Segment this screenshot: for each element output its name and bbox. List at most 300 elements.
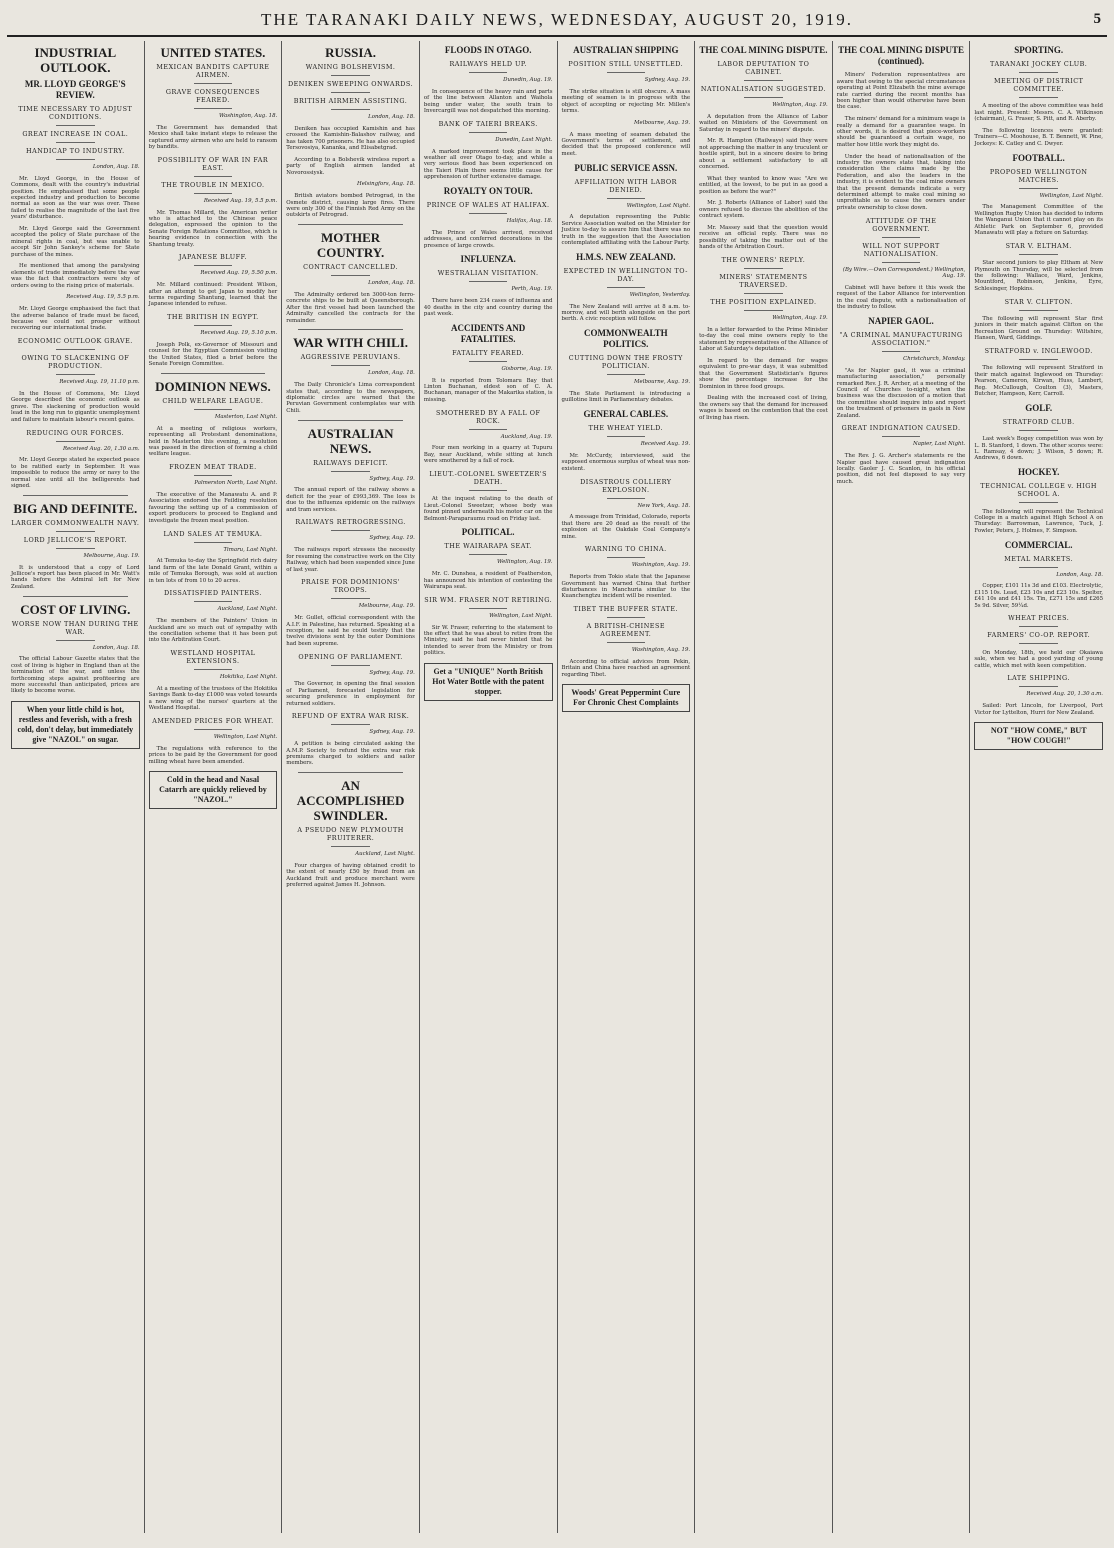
article-paragraph: Star second juniors to play Eltham at New Plymouth on Thursday, will be selected from the following: Wallace, Ward, Jenkins, Mountford, Robinson, Jenkins, Eyre, Schlesinger, Hopkins.	[974, 260, 1103, 292]
deck: THE WAIRARAPA SEAT.	[444, 542, 532, 551]
deck-rule	[56, 349, 95, 350]
article-paragraph: Joseph Polk, ex-Governor of Missouri and counsel for the Egyptian Commission visiting the United States, filed a brief before the Senate Foreign Committee.	[148, 342, 278, 368]
article-paragraph: The strike situation is still obscure. A mass meeting of seamen is in progress with the object of accepting or rejecting Mr. Millen's terms.	[561, 88, 691, 115]
deck-rule	[607, 198, 646, 199]
deck-rule	[469, 281, 508, 282]
dateline: London, Aug. 18.	[368, 370, 415, 377]
article-paragraph: In regard to the demand for wages equivalent to pre-war days, it was submitted that the Government Statistician's figures show the percentage increase for the Dominion in three food groups.	[699, 357, 828, 390]
deck-rule	[331, 530, 370, 531]
article-paragraph: The annual report of the railway shows a deficit for the year of £993,369. The loss is due to the influenza epidemic on the railways and tram services.	[286, 487, 415, 513]
deck: FROZEN MEAT TRADE.	[169, 463, 257, 472]
article-paragraph: The New Zealand will arrive at 8 a.m. to-morrow, and will berth alongside on the port berth. A civic reception will follow.	[561, 303, 691, 323]
deck: OWING TO SLACKENING OF PRODUCTION.	[21, 354, 130, 371]
deck-rule	[469, 132, 508, 133]
deck: THE WHEAT YIELD.	[588, 424, 664, 433]
deck: STRATFORD v. INGLEWOOD.	[984, 347, 1093, 356]
subhead: COMMERCIAL.	[1004, 539, 1073, 550]
newspaper-page	[7, 5, 1107, 1535]
article-paragraph: Copper, £101 11s 3d and £103. Electrolytic, £115 10s. Lead, £23 10s and £23 10s. Spelter, £41 10s and £41 15s. Tin, £271 15s and £265 5s 9d. Silver, 59¼d.	[974, 583, 1103, 609]
article-paragraph: The official Labour Gazette states that the cost of living is higher in England than at the termination of the war, and unless the forthcoming steps against profiteering are more successful than anticipated, prices are likely to become worse.	[11, 656, 140, 695]
article-paragraph: At Temuka to-day the Springfield rich dairy land farm of the late Donald Grant, within a mile of Temuka Borough, was sold at auction in ten lots of from 10 to 20 acres.	[148, 558, 278, 584]
subhead: AUSTRALIAN SHIPPING	[573, 45, 679, 55]
deck: GREAT INDIGNATION CAUSED.	[841, 424, 961, 433]
dateline: Gisborne, Aug. 19.	[501, 365, 553, 372]
deck: LARGER COMMONWEALTH NAVY.	[11, 518, 140, 527]
deck: REFUND OF EXTRA WAR RISK.	[291, 712, 410, 721]
dateline: Received Aug. 19, 5.50 p.m.	[200, 270, 278, 277]
subhead: SPORTING.	[1014, 45, 1064, 55]
dateline: Timaru, Last Night.	[223, 546, 278, 553]
deck: CHILD WELFARE LEAGUE.	[162, 397, 264, 406]
dateline: Received Aug. 19, 5.10 p.m.	[200, 330, 278, 337]
deck: LIEUT.-COLONEL SWEETZER'S DEATH.	[429, 470, 547, 487]
deck-rule	[882, 351, 921, 352]
deck-rule	[194, 83, 233, 84]
dateline: Perth, Aug. 19.	[511, 286, 553, 293]
section-rule	[298, 420, 403, 421]
deck-rule	[469, 490, 508, 491]
deck: GRAVE CONSEQUENCES FEARED.	[165, 88, 260, 104]
deck-rule	[1019, 254, 1058, 255]
deck: FATALITY FEARED.	[452, 348, 525, 357]
deck: CUTTING DOWN THE FROSTY POLITICIAN.	[568, 354, 683, 371]
dateline: London, Aug. 18.	[368, 114, 415, 120]
article-paragraph: Last week's Bogey competition was won by L. B. Stanford, 1 down. The other scores were: L. Ramsay, 4 down; J. Wilson, 5 down; R. Andrews, 6 down.	[974, 436, 1103, 462]
dateline: London, Aug. 18.	[92, 644, 140, 651]
subhead: FOOTBALL.	[1012, 152, 1065, 163]
dateline: Received Aug. 19, 11.10 p.m.	[59, 379, 140, 386]
deck-rule	[194, 475, 233, 476]
deck: A PSEUDO NEW PLYMOUTH FRUITERER.	[297, 826, 404, 843]
deck: RAILWAYS HELD UP.	[449, 60, 527, 68]
deck: DENIKEN SWEEPING ONWARDS.	[288, 80, 414, 88]
headline: INDUSTRIAL OUTLOOK.	[34, 45, 117, 75]
deck-rule	[1019, 72, 1058, 73]
article-paragraph: Mr. Lloyd George emphasised the fact that the adverse balance of trade must be faced, because we could not prosper without recovering our international trade.	[11, 306, 140, 332]
section-rule	[23, 596, 128, 597]
deck: CONTRACT CANCELLED.	[303, 263, 398, 272]
headline: DOMINION NEWS.	[155, 379, 271, 395]
article-paragraph: In a letter forwarded to the Prime Minister to-day the coal mine owners reply to the statement by representatives of the Alliance of Labor at Saturday's deputation.	[699, 326, 828, 353]
deck-rule	[331, 365, 370, 366]
deck-rule	[744, 293, 783, 294]
column-2	[145, 41, 283, 1533]
deck-rule	[469, 213, 508, 214]
deck-rule	[56, 159, 95, 160]
section-rule	[161, 373, 266, 374]
headline: BIG AND DEFINITE.	[13, 500, 138, 516]
deck-rule	[331, 75, 370, 76]
dateline: Dunedin, Last Night.	[495, 136, 553, 143]
article-paragraph: Deniken has occupied Kamishin and has crossed the Kamishin-Balashov railway, and has taken 700 prisoners. He has also occupied Tersovosiya, Kananka, and Elisabetgrad.	[286, 125, 415, 152]
deck-rule	[882, 436, 921, 437]
deck-rule	[607, 436, 646, 437]
deck-rule	[744, 80, 783, 81]
headline: UNITED STATES.	[160, 45, 266, 60]
article-paragraph: A meeting of the above committee was held last night. Present: Messrs. C. A. Wilkinson (chairman), G. Fraser, S. Pitt, and R. Aberby.	[974, 103, 1103, 123]
dateline: Christchurch, Monday.	[903, 355, 966, 362]
article-paragraph: Mr. Millard continued: President Wilson, after an attempt to get Japan to modify her terms regarding Shantung, learned that the Japanese intended to refuse.	[148, 282, 278, 308]
deck-rule	[331, 109, 370, 110]
deck-rule	[331, 665, 370, 666]
article-paragraph: The Daily Chronicle's Lima correspondent states that, according to the newspapers, diplomatic circles are warned that the Peruvian Government contemplates war with Chili.	[286, 382, 415, 414]
dateline: Hokitika, Last Night.	[219, 674, 278, 681]
deck: LABOR DEPUTATION TO CABINET.	[717, 60, 810, 76]
column-5	[558, 41, 696, 1533]
deck: THE POSITION EXPLAINED.	[710, 298, 817, 307]
deck-rule	[469, 72, 508, 73]
subhead: HOCKEY.	[1017, 467, 1060, 478]
deck: LAND SALES AT TEMUKA.	[163, 529, 263, 538]
article-paragraph: According to a Bolshevik wireless report a party of English airmen landed at Novorossiysk.	[286, 156, 415, 176]
dateline: Napier, Last Night.	[912, 441, 966, 448]
deck-rule	[194, 542, 233, 543]
deck-rule	[1019, 97, 1058, 98]
deck-rule	[194, 729, 233, 730]
deck: EXPECTED IN WELLINGTON TO-DAY.	[563, 266, 688, 283]
advertisement: Cold in the head and Nasal Catarrh are quickly relieved by "NAZOL."	[149, 771, 278, 809]
article-paragraph: The following will represent Star first juniors in their match against Clifton on the Recreation Ground on Thursday: Wiltshire, Hansen, Ward, Giddings.	[974, 316, 1103, 342]
article-paragraph: Four charges of having obtained credit to the extent of nearly £50 by fraud from an Auckland fruit and produce merchant were preferred against James H. Johnson.	[286, 862, 415, 889]
deck-rule	[194, 669, 233, 670]
deck: THE BRITISH IN EGYPT.	[167, 313, 259, 322]
article-paragraph: In consequence of the heavy rain and parts of the line between Allanton and Waihola being under water, the south train to Invercargill was not despatched this morning.	[423, 88, 553, 115]
deck-rule	[331, 724, 370, 725]
article-paragraph: He mentioned that among the paralysing elements of trade immediately before the war was the fact that contractors were shy of orders owing to the rising price of materials.	[11, 263, 140, 289]
deck-rule	[607, 617, 646, 618]
article-paragraph: Reports from Tokio state that the Japanese Government has warned China that further disturbances in Manchuria similar to the Kuanchengtzu incident will be resented.	[561, 574, 691, 600]
deck: SMOTHERED BY A FALL OF ROCK.	[435, 408, 541, 425]
deck: A BRITISH-CHINESE AGREEMENT.	[586, 622, 665, 639]
dateline: London, Aug. 18.	[1056, 571, 1103, 578]
dateline: Sydney, Aug. 19.	[369, 535, 415, 542]
deck: WHEAT PRICES.	[1008, 614, 1070, 623]
article-paragraph: A mass meeting of seamen debated the Government's terms of settlement, and decided that the proposed conference will meet.	[561, 131, 691, 157]
article-paragraph: It is reported from Tolomaru Bay that Linton Buchanan, eldest son of C. A. Buchanan, manager of the Makarika station, is missing.	[423, 377, 553, 403]
article-paragraph: At a meeting of religious workers, representing all Protestant denominations, held in Masterton this evening, a resolution was passed in the direction of forming a child welfare league.	[148, 425, 278, 458]
deck: MINERS' STATEMENTS TRAVERSED.	[719, 273, 808, 290]
deck-rule	[1019, 567, 1058, 568]
deck-rule	[56, 125, 95, 126]
article-paragraph: The Government has demanded that Mexico shall take instant steps to release the captured army airmen who are held to ransom by bandits.	[148, 124, 278, 151]
deck-rule	[607, 557, 646, 558]
subhead: POLITICAL.	[461, 527, 515, 538]
columns	[7, 41, 1107, 1533]
deck: THE TROUBLE IN MEXICO.	[161, 180, 265, 189]
section-rule	[23, 495, 128, 496]
deck-rule	[607, 374, 646, 375]
dateline: Sydney, Aug. 19.	[644, 77, 691, 83]
advertisement: Woods' Great Peppermint Cure For Chronic Chest Complaints	[562, 684, 691, 712]
deck-rule	[607, 287, 646, 288]
deck: BANK OF TAIERI BREAKS.	[438, 119, 538, 128]
deck-rule	[1019, 502, 1058, 503]
deck: NATIONALISATION SUGGESTED.	[700, 85, 826, 93]
deck-rule	[607, 642, 646, 643]
deck-rule	[56, 142, 95, 143]
deck: GREAT INCREASE IN COAL.	[22, 130, 129, 138]
deck-rule	[1019, 430, 1058, 431]
headline: AN ACCOMPLISHED SWINDLER.	[296, 778, 405, 824]
deck: MEETING OF DISTRICT COMMITTEE.	[994, 77, 1084, 93]
deck-rule	[194, 193, 233, 194]
article-paragraph: There have been 234 cases of influenza and 40 deaths in the city and country during the past week.	[423, 298, 553, 318]
deck: MEXICAN BANDITS CAPTURE AIRMEN.	[156, 63, 270, 79]
subhead: THE COAL MINING DISPUTE.	[699, 45, 828, 55]
deck-rule	[1019, 359, 1058, 360]
deck: "A CRIMINAL MANUFACTURING ASSOCIATION."	[839, 330, 963, 347]
deck: RAILWAYS DEFICIT.	[313, 458, 388, 467]
column-7	[833, 41, 971, 1533]
headline: MOTHER COUNTRY.	[316, 230, 385, 261]
deck: REDUCING OUR FORCES.	[26, 428, 125, 437]
article-paragraph: "As for Napier gaol, it was a criminal manufacturing association," personally remarked Rev. J. R. Archer, at a meeting of the Council of Churches to-night, when the business was the discussion of a motion that the committee should inquire into and report on the treatment of prisoners in gaols in New Zealand.	[836, 367, 966, 419]
dateline: Washington, Aug. 18.	[218, 113, 278, 119]
deck: STRATFORD CLUB.	[1002, 417, 1075, 426]
article-paragraph: Mr. J. Roberts (Alliance of Labor) said the owners refused to discuss the abolition of the contract system.	[699, 200, 828, 220]
deck: STAR V. ELTHAM.	[1005, 241, 1072, 250]
article-paragraph: The following will represent Stratford in their match against Inglewood on Thursday: Pearson, Cameron, Kirwan, Huss, Lambert, Reg. McCullough, Coulton (3), Masters, Butcher, Hampson, Kerr, Carroll.	[974, 365, 1103, 398]
article-paragraph: A marked improvement took place in the weather all over Otago to-day, and while a very serious flood has been experienced on the Taieri Plain there seems little cause for apprehension of further extensive damage.	[423, 148, 553, 181]
deck-rule	[1019, 686, 1058, 687]
dateline: Palmerston North, Last Night.	[194, 480, 278, 487]
dateline: Helsingfors, Aug. 18.	[357, 181, 415, 188]
article-paragraph: A message from Trinidad, Colorado, reports that there are 20 dead as the result of the explosion at the Oakdale Coal Company's mine.	[561, 514, 691, 540]
article-paragraph: Mr. R. Hampton (Railways) said they were not approaching the matter in any truculent or hostile spirit, but in a sincere desire to bring about a settlement satisfactory to all concerned.	[699, 138, 828, 171]
deck-rule	[331, 92, 370, 93]
article-paragraph: British aviators bombed Petrograd, in the Osmete district, causing large fires. There were only 300 of the Finnish Red Army on the outskirts of Petrograd.	[286, 193, 415, 219]
deck: STAR V. CLIFTON.	[1004, 297, 1073, 306]
dateline: Melbourne, Aug. 19.	[358, 603, 415, 610]
column-3	[282, 41, 420, 1533]
subhead: THE COAL MINING DISPUTE (continued).	[838, 45, 964, 66]
headline: WAR WITH CHILI.	[293, 335, 409, 351]
deck: AMENDED PRICES FOR WHEAT.	[152, 716, 274, 725]
deck: OPENING OF PARLIAMENT.	[298, 652, 403, 661]
deck-rule	[469, 429, 508, 430]
deck: ATTITUDE OF THE GOVERNMENT.	[865, 216, 937, 233]
dateline: Wellington, Last Night.	[489, 612, 553, 619]
headline: AUSTRALIAN NEWS.	[307, 425, 394, 456]
deck-rule	[56, 548, 95, 549]
article-paragraph: Sailed: Port Lincoln, for Liverpool, Port Victor for Lyttelton, Hurri for New Zealand.	[974, 703, 1103, 716]
deck-rule	[194, 325, 233, 326]
deck-rule	[56, 374, 95, 375]
dateline: Melbourne, Aug. 19.	[83, 552, 140, 559]
deck-rule	[56, 640, 95, 641]
article-paragraph: It is understood that a copy of Lord Jellicoe's report has been placed in Mr. Watt's hands before the Admiral left for New Zealand.	[11, 564, 140, 590]
article-paragraph: The Admiralty ordered ten 3000-ton ferro-concrete ships to be built at Queensborough. After the first vessel had been launched the Admiralty cancelled the contracts for the remainder.	[286, 292, 415, 324]
deck: DISASTROUS COLLIERY EXPLOSION.	[580, 477, 672, 494]
headline: COST OF LIVING.	[20, 601, 131, 617]
article-paragraph: Mr. Lloyd George said the Government accepted the policy of State purchase of the mineral rights in coal, but was unable to accept Sir John Sankey's scheme for State purchase of the mines.	[11, 226, 140, 258]
section-rule	[298, 224, 403, 225]
article-paragraph: At a meeting of the trustees of the Hokitika Savings Bank to-day £1000 was voted towards a new wing of the nurses' quarters at the Westland Hospital.	[148, 685, 278, 712]
deck-rule	[56, 531, 95, 532]
deck: FARMERS' CO-OP. REPORT.	[987, 631, 1091, 640]
deck: LATE SHIPPING.	[1007, 674, 1070, 683]
column-6	[695, 41, 833, 1533]
dateline: Wellington, Aug. 19.	[772, 315, 828, 322]
deck: METAL MARKETS.	[1004, 554, 1074, 563]
deck-rule	[607, 498, 646, 499]
subhead: FLOODS IN OTAGO.	[444, 45, 532, 55]
article-paragraph: Miners' Federation representatives are aware that owing to the special circumstances operating at Point Elizabeth the mine average rate carried during the recent months has been higher than would otherwise have been the case.	[836, 72, 966, 111]
deck-rule	[331, 471, 370, 472]
deck: TIME NECESSARY TO ADJUST CONDITIONS.	[18, 105, 133, 121]
deck: TECHNICAL COLLEGE v. HIGH SCHOOL A.	[980, 482, 1097, 499]
subhead: ROYALTY ON TOUR.	[443, 186, 533, 197]
column-4	[420, 41, 558, 1533]
deck: AGGRESSIVE PERUVIANS.	[300, 353, 401, 362]
subhead: ACCIDENTS AND FATALITIES.	[451, 322, 526, 344]
deck: THE OWNERS' REPLY.	[721, 256, 806, 265]
dateline: Wellington, Last Night.	[1039, 192, 1103, 199]
subhead: H.M.S. NEW ZEALAND.	[576, 251, 676, 262]
dateline: Melbourne, Aug. 19.	[634, 119, 691, 126]
subhead: NAPIER GAOL.	[868, 315, 934, 326]
dateline: London, Aug. 18.	[368, 280, 415, 287]
dateline: Received Aug. 20, 1.30 a.m.	[1026, 691, 1103, 698]
deck: AFFILIATION WITH LABOR DENIED.	[574, 177, 677, 194]
article-paragraph: Under the head of nationalisation of the industry the owners state that, taking into consideration the claims made by the Federation, and also the leaders in the industry, it is evident to the coal mine owners that the present demands indicate a very determined attempt to make coal mining so unprofitable as to cause the owners under private ownership to close down.	[836, 153, 966, 211]
deck-rule	[194, 409, 233, 410]
dateline: Auckland, Last Night.	[355, 851, 415, 858]
advertisement: When your little child is hot, restless and feverish, with a fresh cold, don't delay, but immediately give "NAZOL" on sugar.	[11, 701, 140, 749]
article-paragraph: Mr. C. Dunshea, a resident of Featherston, has announced his intention of contesting the Wairarapa seat.	[423, 571, 553, 591]
deck: SIR WM. FRASER NOT RETIRING.	[424, 595, 553, 604]
deck: HANDICAP TO INDUSTRY.	[26, 147, 125, 155]
article-paragraph: In the House of Commons, Mr. Lloyd George described the economic outlook as grave. The slackening of production would lead in the long run to gigantic unemployment and failure to maintain labour's recent gains.	[11, 391, 140, 423]
article-paragraph: The Governor, in opening the final session of Parliament, forecasted legislation for securing preference in employment for returned soldiers.	[286, 681, 415, 707]
deck-rule	[56, 441, 95, 442]
subhead: PUBLIC SERVICE ASSN.	[574, 162, 678, 173]
advertisement: Get a "UNIQUE" North British Hot Water Bottle with the patent stopper.	[424, 663, 553, 701]
deck-rule	[469, 361, 508, 362]
dateline: Masterton, Last Night.	[214, 414, 278, 421]
deck: WESTLAND HOSPITAL EXTENSIONS.	[170, 649, 256, 666]
article-paragraph: Sir W. Fraser, referring to the statement to the effect that he was about to retire from the Ministry, said he had never hinted that he intended to sever from the Ministry or from politics.	[423, 624, 553, 657]
deck: DISSATISFIED PAINTERS.	[164, 589, 262, 598]
article-paragraph: The State Parliament is introducing a guillotine limit in Parliamentary debates.	[561, 391, 691, 404]
deck-rule	[882, 237, 921, 238]
dateline: Halifax, Aug. 18.	[506, 218, 553, 225]
dateline: New York, Aug. 18.	[637, 502, 691, 509]
dateline: Washington, Aug. 19.	[631, 562, 691, 569]
subhead: GENERAL CABLES.	[583, 409, 669, 420]
dateline: (By Wire.—Own Correspondent.) Wellington, Aug. 19.	[842, 266, 966, 280]
dateline: Wellington, Last Night.	[213, 733, 278, 740]
dateline: Wellington, Last Night.	[626, 202, 691, 209]
advertisement: NOT "HOW COME," BUT "HOW COUGH!"	[974, 722, 1103, 750]
article-paragraph: A deputation from the Alliance of Labor waited on Ministers of the Government on Saturday in regard to the miners' dispute.	[699, 113, 828, 133]
deck-rule	[1019, 626, 1058, 627]
article-paragraph: Dealing with the increased cost of living, the owners say that the demand for increased wages is based on the contention that the cost of living has risen.	[699, 395, 828, 421]
article-paragraph: Four men working in a quarry at Tupuru Bay, near Auckland, while sitting at lunch were smothered by a fall of rock.	[423, 445, 553, 465]
dateline: Received Aug. 19, 5.5 p.m.	[66, 294, 140, 301]
deck: TIBET THE BUFFER STATE.	[573, 605, 679, 614]
article-paragraph: The Prince of Wales arrived, received addresses, and conferred decorations in the presence of large crowds.	[423, 229, 553, 249]
deck-rule	[331, 846, 370, 847]
article-paragraph: Mr. Lloyd George stated he expected peace to be ratified early in September. It was impossible to reduce the army or navy to the normal size until all the belligerents had signed.	[11, 457, 140, 489]
dateline: Auckland, Aug. 19.	[500, 433, 553, 440]
deck-rule	[194, 108, 233, 109]
deck: PROPOSED WELLINGTON MATCHES.	[989, 167, 1088, 184]
subhead: COMMONWEALTH POLITICS.	[583, 328, 668, 350]
article-paragraph: Mr. Massey said that the question would receive an official reply. There was no possibility of taking the matter out of the hands of the Arbitration Court.	[699, 225, 828, 251]
dateline: Sydney, Aug. 19.	[369, 729, 415, 736]
column-8	[970, 41, 1107, 1533]
page-number: 5	[1093, 11, 1103, 27]
deck: WILL NOT SUPPORT NATIONALISATION.	[862, 241, 940, 258]
dateline: London, Aug. 18.	[92, 164, 140, 170]
deck: PRINCE OF WALES AT HALIFAX.	[426, 201, 550, 210]
article-paragraph: Mr. Gullet, official correspondent with the A.I.F. in Palestine, has returned. Speaking at a reception, he said he could testify that the twelve divisions sent by the outer Dominions had been supreme.	[286, 615, 415, 647]
deck: POSSIBILITY OF WAR IN FAR EAST.	[157, 155, 269, 172]
subhead: MR. LLOYD GEORGE'S REVIEW.	[24, 79, 126, 100]
article-paragraph: On Monday, 18th, we held our Okaiawa sale, when we had a good yarding of young cattle, which met with keen competition.	[974, 649, 1103, 669]
deck-rule	[331, 598, 370, 599]
deck-rule	[744, 97, 783, 98]
dateline: Wellington, Yesterday.	[629, 291, 691, 298]
article-paragraph: What they wanted to know was: "Are we entitled, at the lowest, to be put in as good a position as before the war?"	[699, 175, 828, 195]
article-paragraph: A petition is being circulated asking the A.M.P. Society to refund the extra war risk premiums charged to soldiers and sailor members.	[286, 741, 415, 767]
article-paragraph: The executive of the Manawatu A. and P. Association endorsed the Feilding resolution favouring the setting up of a commission of export producers to proceed to England and investigate the frozen meat position.	[148, 492, 278, 524]
deck: ECONOMIC OUTLOOK GRAVE.	[17, 337, 133, 346]
article-paragraph: The regulations with reference to the prices to be paid by the Government for good milling wheat have been amended.	[148, 745, 278, 765]
dateline: Wellington, Aug. 19.	[772, 102, 828, 108]
dateline: Auckland, Last Night.	[217, 606, 278, 613]
deck: WANING BOLSHEVISM.	[305, 63, 396, 71]
deck-rule	[331, 275, 370, 276]
article-paragraph: Mr. McCurdy, interviewed, said the supposed enormous surplus of wheat was non-existent.	[561, 453, 691, 472]
article-paragraph: Mr. Lloyd George, in the House of Commons, dealt with the country's industrial position. He emphasised that some people expected industry and production to become normal as soon as the war was over. These failed to realise the magnitude of the last five years' disturbance.	[11, 175, 140, 221]
section-rule	[298, 329, 403, 330]
deck: WESTRALIAN VISITATION.	[437, 269, 539, 278]
deck: POSITION STILL UNSETTLED.	[568, 60, 684, 68]
deck-rule	[469, 608, 508, 609]
deck: TARANAKI JOCKEY CLUB.	[990, 60, 1088, 68]
deck-rule	[882, 262, 921, 263]
article-paragraph: Cabinet will have before it this week the request of the Labor Alliance for intervention in the coal dispute, with a nationalisation of the industry to follow.	[836, 284, 966, 311]
deck-rule	[194, 176, 233, 177]
article-paragraph: The following will represent the Technical College in a match against High School A on Thursday: Barrowman, Lawrence, Tuck, J. Fowler, Peters, J. Holmes, F. Simpson.	[974, 508, 1103, 534]
deck: PRAISE FOR DOMINIONS' TROOPS.	[301, 578, 400, 595]
subhead: GOLF.	[1025, 402, 1053, 413]
column-1	[7, 41, 145, 1533]
dateline: Dunedin, Aug. 19.	[503, 77, 553, 83]
deck: LORD JELLICOE'S REPORT.	[23, 535, 127, 544]
subhead: INFLUENZA.	[460, 254, 516, 265]
dateline: Sydney, Aug. 19.	[369, 475, 415, 482]
dateline: Wellington, Aug. 19.	[496, 559, 553, 566]
deck-rule	[194, 601, 233, 602]
deck: WORSE NOW THAN DURING THE WAR.	[11, 619, 139, 636]
dateline: Sydney, Aug. 19.	[369, 669, 415, 676]
deck-rule	[1019, 188, 1058, 189]
dateline: Received Aug. 20, 1.30 a.m.	[63, 445, 140, 452]
article-paragraph: The members of the Painters' Union in Auckland are so much out of sympathy with the conciliation scheme that it has been put into the Arbitration Court.	[148, 618, 278, 644]
article-paragraph: The railways report stresses the necessity for resuming the constructive work on the City Railway, which had been suspended since June of last year.	[286, 547, 415, 573]
deck-rule	[194, 265, 233, 266]
article-paragraph: The Rev. J. G. Archer's statements re the Napier gaol have caused great indignation locally. Gaoler J. C. Scanlon, in his official position, did not feel disposed to say very much.	[836, 453, 966, 485]
dateline: Melbourne, Aug. 19.	[634, 379, 691, 386]
article-paragraph: The Management Committee of the Wellington Rugby Union has decided to inform the Wanganui Union that it cannot play on its Athletic Park on September 6, provided Manawatu will play a fixture on Saturday.	[974, 204, 1103, 237]
masthead-title: THE TARANAKI DAILY NEWS, WEDNESDAY, AUGUST 20, 1919.	[261, 10, 853, 29]
deck-rule	[1019, 643, 1058, 644]
masthead	[7, 5, 1107, 37]
deck-rule	[744, 310, 783, 311]
